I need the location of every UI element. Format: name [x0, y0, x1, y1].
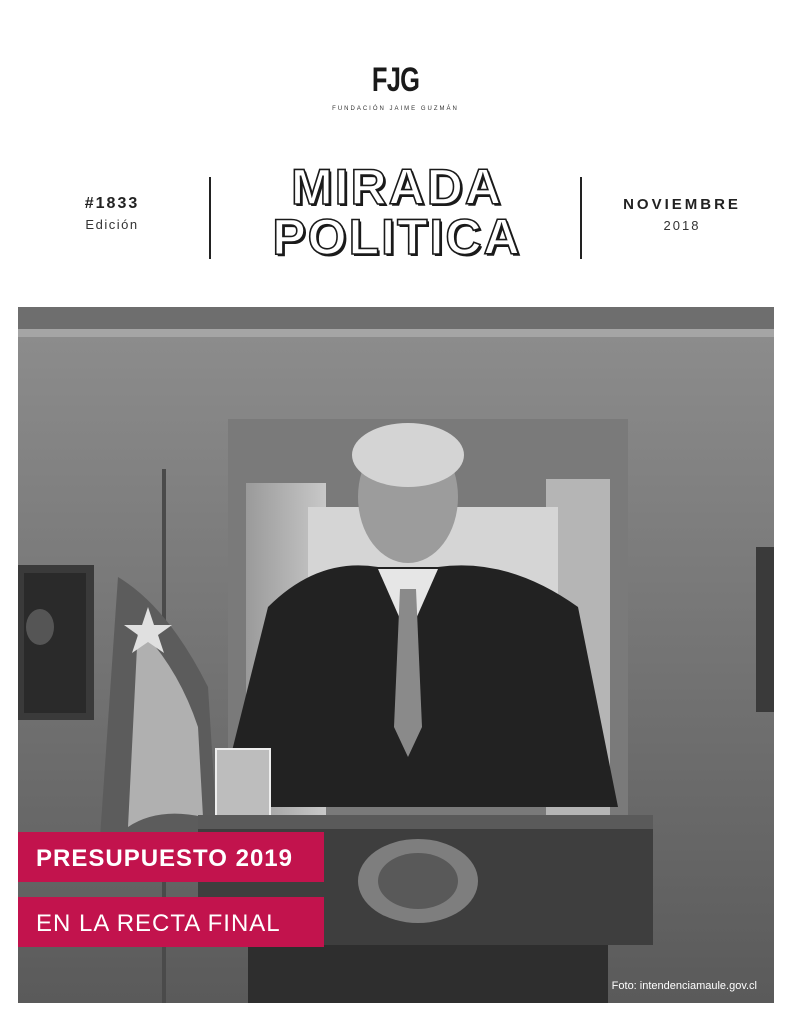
divider-right	[580, 177, 582, 259]
divider-left	[209, 177, 211, 259]
date-block	[612, 196, 752, 233]
subheadline-text: EN LA RECTA FINAL	[36, 910, 281, 937]
foundation-logo	[0, 60, 791, 112]
logo-subtitle: FUNDACIÓN JAIME GUZMÁN	[332, 106, 459, 112]
title-line-1: MIRADA	[291, 159, 503, 215]
edition-number: #1833	[84, 195, 140, 212]
subheadline-banner	[18, 897, 324, 947]
headline-text: PRESUPUESTO 2019	[36, 845, 293, 872]
issue-month: NOVIEMBRE	[623, 196, 741, 213]
logo-mark: FJG	[371, 61, 420, 99]
title-line-2: POLITICA	[272, 209, 522, 265]
photo-credit: Foto: intendenciamaule.gov.cl	[611, 980, 757, 992]
issue-year: 2018	[663, 218, 701, 233]
headline-banner	[18, 832, 324, 882]
edition-label: Edición	[85, 217, 139, 232]
magazine-title	[232, 159, 562, 265]
edition-block	[62, 195, 162, 232]
